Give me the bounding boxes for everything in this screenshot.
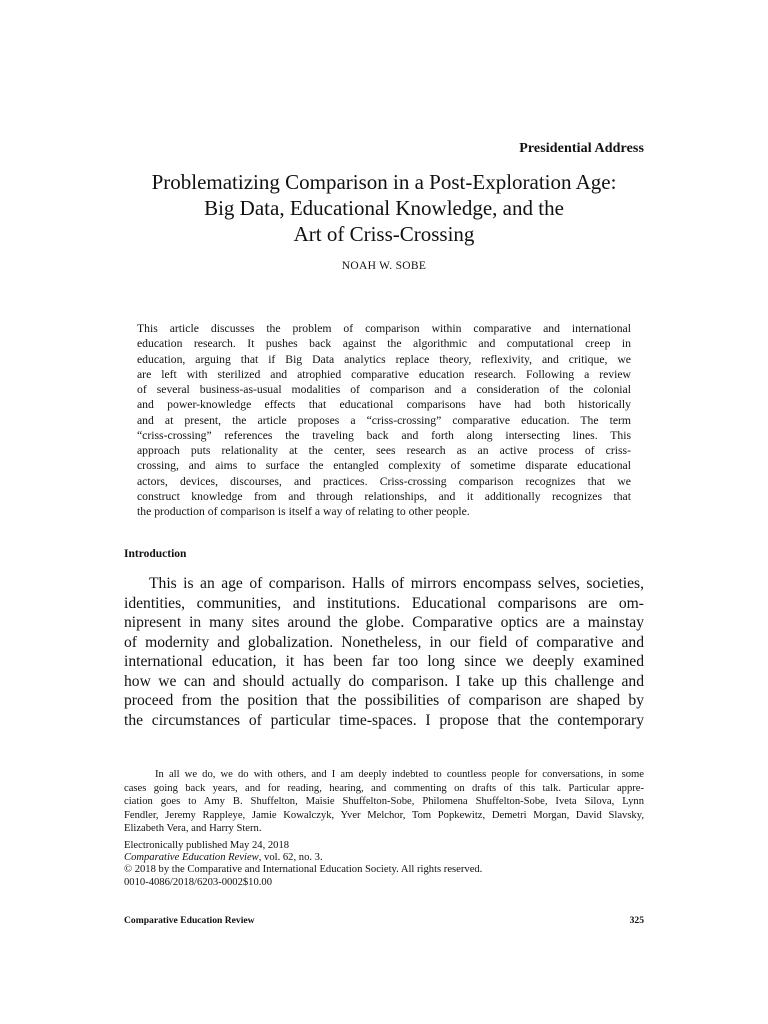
journal-name: Comparative Education Review xyxy=(124,852,259,864)
abstract-line: and at present, the article proposes a “criss-crossing” comparative education. The term xyxy=(137,413,631,427)
title-line: Problematizing Comparison in a Post-Exploration Age: xyxy=(151,170,617,194)
body-line: This is an age of comparison. Halls of mirrors encompass selves, societies, xyxy=(149,575,644,592)
footer-journal-name: Comparative Education Review xyxy=(124,915,255,926)
article-code: 0010-4086/2018/6203-0002$10.00 xyxy=(124,876,273,888)
abstract-line: are left with sterilized and atrophied comparative education research. Following a review xyxy=(137,367,631,381)
abstract-line: of several business-as-usual modalities of comparison and a consideration of the colonial xyxy=(137,383,631,396)
footnote-line: ciation goes to Amy B. Shuffelton, Maisie Shuffelton-Sobe, Philomena Shuffelton-Sobe, Iveta Silova, Lynn xyxy=(124,796,644,808)
abstract-line: approach puts relationality at the center, sees research as an active process of criss- xyxy=(137,444,631,457)
abstract-line: actors, devices, discourses, and practices. Criss-crossing comparison recognizes that we xyxy=(137,474,631,488)
title-line: Big Data, Educational Knowledge, and the xyxy=(204,196,564,220)
volume-info: , vol. 62, no. 3. xyxy=(258,852,323,864)
abstract-line: “criss-crossing” references the traveling back and forth along intersecting lines. This xyxy=(137,428,631,442)
abstract-line: the production of comparison is itself a way of relating to other people. xyxy=(137,505,470,518)
body-line: nipresent in many sites around the globe. Comparative optics are a mainstay xyxy=(124,614,644,631)
body-line: international education, it has been far too long since we deeply examined xyxy=(124,653,644,670)
section-label: Presidential Address xyxy=(519,141,644,156)
abstract-line: and power-knowledge effects that educational comparisons have had both historically xyxy=(137,398,631,412)
title-line: Art of Criss-Crossing xyxy=(293,222,475,246)
footnote-line: Elizabeth Vera, and Harry Stern. xyxy=(124,823,262,835)
footnote-line: In all we do, we do with others, and I am deeply indebted to countless people for conversations, in some xyxy=(155,769,644,780)
journal-citation xyxy=(124,852,482,864)
copyright-notice: © 2018 by the Comparative and International Education Society. All rights reserved. xyxy=(124,864,483,876)
abstract-line: education, arguing that if Big Data analytics replace theory, reflexivity, and critique, we xyxy=(137,352,631,366)
body-line: the circumstances of particular time-spaces. I propose that the contemporary xyxy=(124,711,644,729)
publication-info xyxy=(124,840,482,889)
body-line: identities, communities, and institutions. Educational comparisons are om- xyxy=(124,594,644,612)
page-number: 325 xyxy=(629,915,644,926)
introduction-heading: Introduction xyxy=(124,548,187,560)
abstract-line: This article discusses the problem of comparison within comparative and international xyxy=(137,322,631,335)
abstract-line: construct knowledge from and through relationships, and it additionally recognizes that xyxy=(137,489,631,503)
body-line: proceed from the position that the possibilities of comparison are shaped by xyxy=(124,692,644,709)
published-date: Electronically published May 24, 2018 xyxy=(124,840,290,851)
body-line: how we can and should actually do comparison. I take up this challenge and xyxy=(124,672,644,690)
body-line: of modernity and globalization. Nonetheless, in our field of comparative and xyxy=(124,633,644,651)
footnote-line: cases going back years, and for reading, hearing, and commenting on drafts of this talk. Particular appre- xyxy=(124,782,644,794)
author-name: NOAH W. SOBE xyxy=(341,260,427,272)
footnote-line: Fendler, Jeremy Rappleye, Jamie Kowalczyk, Yver Melchor, Tom Popkewitz, Demetri Morgan, David Slavsky, xyxy=(124,809,644,821)
acknowledgment-footnote xyxy=(124,768,644,836)
abstract xyxy=(137,321,631,519)
abstract-line: education research. It pushes back against the algorithmic and computational creep in xyxy=(137,337,631,351)
introduction-body xyxy=(124,574,644,730)
article-title xyxy=(120,169,648,247)
abstract-line: crossing, and aims to surface the entangled complexity of sometime disparate educational xyxy=(137,459,631,473)
